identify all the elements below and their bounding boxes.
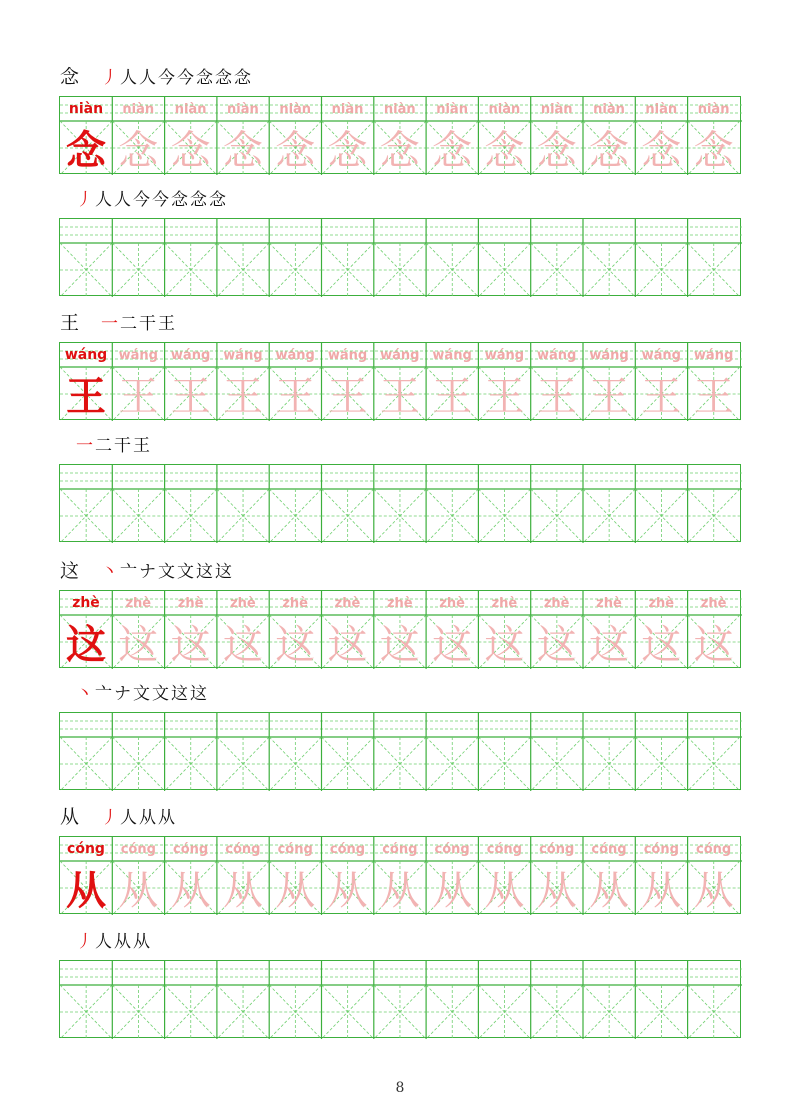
- stroke-step: 王: [133, 436, 150, 456]
- pinyin-trace: niàn: [436, 101, 468, 117]
- pinyin-trace: niàn: [174, 101, 207, 117]
- character-model: 王: [66, 373, 106, 420]
- character-trace[interactable]: 这: [589, 621, 629, 668]
- character-trace[interactable]: 念: [118, 127, 159, 174]
- pinyin-trace: niàn: [593, 101, 625, 117]
- character-trace[interactable]: 念: [641, 127, 682, 174]
- stroke-step: ナ: [114, 684, 131, 704]
- stroke-step: 干: [139, 314, 157, 334]
- pinyin-trace: zhè: [491, 595, 518, 611]
- stroke-step: 二: [95, 436, 112, 456]
- pinyin-trace: niàn: [645, 101, 678, 117]
- pinyin-trace: zhè: [282, 595, 308, 611]
- character-trace[interactable]: 从: [641, 867, 682, 914]
- stroke-sequence: [101, 68, 253, 88]
- stroke-step: 这: [171, 684, 188, 704]
- pinyin-trace: zhè: [439, 595, 465, 611]
- character-trace[interactable]: 从: [589, 867, 629, 914]
- stroke-step: 今: [152, 190, 169, 210]
- title-character: 念: [60, 66, 80, 88]
- title-character: 从: [60, 806, 80, 828]
- pinyin-model: niàn: [68, 101, 104, 117]
- character-trace[interactable]: 念: [222, 127, 263, 174]
- stroke-step: 丿: [76, 190, 93, 210]
- character-trace[interactable]: 念: [170, 127, 211, 174]
- character-trace[interactable]: 念: [379, 127, 420, 174]
- stroke-step: 文: [158, 562, 176, 582]
- practice-grid[interactable]: [59, 218, 741, 296]
- stroke-sequence: [101, 314, 177, 334]
- stroke-step: 人: [95, 190, 112, 210]
- pinyin-trace: niàn: [540, 101, 573, 117]
- pinyin-trace: wáng: [537, 347, 577, 363]
- pinyin-trace: cóng: [486, 841, 522, 857]
- stroke-step: 丿: [76, 932, 93, 952]
- stroke-step: ナ: [139, 562, 157, 582]
- character-trace[interactable]: 从: [536, 867, 577, 914]
- character-trace[interactable]: 念: [327, 127, 368, 174]
- stroke-order-title: [60, 556, 234, 582]
- pinyin-trace: zhè: [177, 595, 204, 611]
- character-trace[interactable]: 从: [693, 867, 734, 914]
- stroke-step: 王: [158, 314, 176, 334]
- character-trace[interactable]: 王: [379, 373, 420, 420]
- stroke-step: 今: [133, 190, 150, 210]
- tracing-grid: [59, 342, 741, 420]
- character-model: 从: [66, 867, 106, 914]
- character-trace[interactable]: 王: [693, 373, 734, 420]
- pinyin-trace: zhè: [334, 595, 361, 611]
- stroke-order-repeat: [76, 678, 209, 704]
- stroke-step: 人: [95, 932, 112, 952]
- stroke-step: 丿: [101, 808, 119, 828]
- character-model: 念: [66, 127, 106, 174]
- pinyin-trace: cóng: [277, 841, 313, 857]
- stroke-sequence: [76, 932, 152, 952]
- tracing-grid: [59, 96, 741, 174]
- character-trace[interactable]: 从: [432, 867, 473, 914]
- stroke-step: 念: [190, 190, 207, 210]
- stroke-step: 人: [114, 190, 131, 210]
- character-trace[interactable]: 念: [275, 127, 316, 174]
- character-trace[interactable]: 王: [222, 373, 263, 420]
- pinyin-trace: wáng: [275, 347, 315, 363]
- character-trace[interactable]: 王: [275, 373, 316, 420]
- character-trace[interactable]: 王: [170, 373, 211, 420]
- stroke-step: 念: [196, 68, 214, 88]
- character-trace[interactable]: 王: [589, 373, 629, 420]
- pinyin-model: cóng: [67, 841, 105, 857]
- pinyin-trace: niàn: [122, 101, 155, 117]
- pinyin-trace: cóng: [591, 841, 627, 857]
- stroke-step: 文: [133, 684, 150, 704]
- character-model: 这: [66, 621, 106, 668]
- pinyin-trace: wáng: [223, 347, 263, 363]
- pinyin-trace: cóng: [382, 841, 418, 857]
- stroke-step: 干: [114, 436, 131, 456]
- stroke-step: 丶: [101, 562, 119, 582]
- practice-grid[interactable]: [59, 960, 741, 1038]
- pinyin-trace: wáng: [118, 347, 158, 363]
- pinyin-model: wáng: [64, 347, 108, 363]
- practice-grid[interactable]: [59, 464, 741, 542]
- stroke-step: 今: [177, 68, 195, 88]
- pinyin-trace: zhè: [230, 595, 256, 611]
- character-trace[interactable]: 王: [327, 373, 368, 420]
- stroke-step: 丿: [101, 68, 119, 88]
- stroke-sequence: [76, 190, 228, 210]
- character-trace[interactable]: 王: [641, 373, 682, 420]
- character-trace[interactable]: 这: [275, 621, 316, 668]
- pinyin-trace: cóng: [120, 841, 156, 857]
- character-trace[interactable]: 念: [589, 127, 629, 174]
- stroke-sequence: [101, 808, 177, 828]
- character-trace[interactable]: 这: [693, 621, 734, 668]
- stroke-step: 一: [101, 314, 119, 334]
- character-trace[interactable]: 从: [275, 867, 316, 914]
- stroke-step: 从: [158, 808, 176, 828]
- character-trace[interactable]: 念: [432, 127, 473, 174]
- pinyin-trace: zhè: [386, 595, 413, 611]
- character-trace[interactable]: 这: [536, 621, 577, 668]
- character-trace[interactable]: 念: [484, 127, 525, 174]
- pinyin-trace: niàn: [697, 101, 730, 117]
- stroke-step: 亠: [95, 684, 112, 704]
- character-trace[interactable]: 从: [484, 867, 525, 914]
- character-trace[interactable]: 这: [118, 621, 159, 668]
- stroke-step: 文: [152, 684, 169, 704]
- character-trace[interactable]: 这: [641, 621, 682, 668]
- stroke-step: 人: [120, 68, 138, 88]
- stroke-step: 念: [215, 68, 233, 88]
- character-trace[interactable]: 王: [432, 373, 473, 420]
- stroke-step: 人: [120, 808, 138, 828]
- stroke-order-title: [60, 308, 177, 334]
- character-trace[interactable]: 念: [536, 127, 577, 174]
- character-trace[interactable]: 这: [170, 621, 211, 668]
- pinyin-trace: niàn: [383, 101, 416, 117]
- pinyin-trace: cóng: [434, 841, 470, 857]
- title-character: 王: [60, 312, 80, 334]
- character-trace[interactable]: 这: [327, 621, 368, 668]
- pinyin-trace: niàn: [227, 101, 259, 117]
- stroke-order-repeat: [76, 184, 228, 210]
- pinyin-model: zhè: [72, 595, 100, 611]
- practice-grid-lines: [60, 713, 742, 791]
- stroke-order-title: [60, 62, 253, 88]
- stroke-step: 从: [114, 932, 131, 952]
- stroke-step: 一: [76, 436, 93, 456]
- stroke-sequence: [76, 436, 152, 456]
- stroke-step: 文: [177, 562, 195, 582]
- stroke-order-title: [60, 802, 177, 828]
- pinyin-trace: zhè: [125, 595, 152, 611]
- practice-grid-lines: [60, 219, 742, 297]
- pinyin-trace: wáng: [484, 347, 525, 363]
- character-trace[interactable]: 这: [222, 621, 263, 668]
- character-trace[interactable]: 王: [118, 373, 159, 420]
- pinyin-trace: niàn: [488, 101, 521, 117]
- pinyin-trace: cóng: [539, 841, 575, 857]
- pinyin-trace: zhè: [543, 595, 570, 611]
- stroke-step: 丶: [76, 684, 93, 704]
- character-trace[interactable]: 从: [379, 867, 420, 914]
- pinyin-trace: niàn: [279, 101, 312, 117]
- page-number: 8: [395, 1080, 405, 1096]
- pinyin-trace: cóng: [225, 841, 261, 857]
- title-character: 这: [60, 560, 80, 582]
- practice-grid[interactable]: [59, 712, 741, 790]
- pinyin-trace: wáng: [693, 347, 734, 363]
- stroke-step: 今: [158, 68, 176, 88]
- pinyin-trace: wáng: [589, 347, 629, 363]
- pinyin-trace: cóng: [695, 841, 732, 857]
- stroke-step: 这: [190, 684, 207, 704]
- stroke-step: 二: [120, 314, 138, 334]
- character-trace[interactable]: 念: [693, 127, 734, 174]
- pinyin-trace: cóng: [172, 841, 209, 857]
- character-trace[interactable]: 从: [327, 867, 368, 914]
- character-trace[interactable]: 这: [432, 621, 473, 668]
- practice-grid-lines: [60, 465, 742, 543]
- stroke-step: 亠: [120, 562, 138, 582]
- character-trace[interactable]: 这: [379, 621, 420, 668]
- stroke-step: 这: [215, 562, 233, 582]
- pinyin-trace: zhè: [596, 595, 622, 611]
- pinyin-trace: zhè: [648, 595, 675, 611]
- stroke-sequence: [76, 684, 209, 704]
- stroke-sequence: [101, 562, 234, 582]
- stroke-step: 念: [234, 68, 252, 88]
- practice-grid-lines: [60, 961, 742, 1039]
- character-trace[interactable]: 这: [484, 621, 525, 668]
- tracing-grid: [59, 590, 741, 668]
- character-trace[interactable]: 王: [536, 373, 577, 420]
- pinyin-trace: wáng: [170, 347, 211, 363]
- stroke-step: 这: [196, 562, 214, 582]
- pinyin-trace: wáng: [327, 347, 368, 363]
- pinyin-trace: niàn: [331, 101, 364, 117]
- stroke-step: 从: [139, 808, 157, 828]
- stroke-order-repeat: [76, 430, 152, 456]
- character-trace[interactable]: 从: [222, 867, 263, 914]
- pinyin-trace: cóng: [329, 841, 366, 857]
- stroke-step: 从: [133, 932, 150, 952]
- stroke-step: 人: [139, 68, 157, 88]
- stroke-step: 念: [209, 190, 226, 210]
- pinyin-trace: zhè: [700, 595, 727, 611]
- stroke-order-repeat: [76, 926, 152, 952]
- character-trace[interactable]: 从: [170, 867, 211, 914]
- pinyin-trace: wáng: [432, 347, 472, 363]
- stroke-step: 念: [171, 190, 188, 210]
- character-trace[interactable]: 王: [484, 373, 525, 420]
- pinyin-trace: wáng: [641, 347, 681, 363]
- character-trace[interactable]: 从: [118, 867, 159, 914]
- pinyin-trace: wáng: [380, 347, 420, 363]
- tracing-grid: [59, 836, 741, 914]
- pinyin-trace: cóng: [643, 841, 679, 857]
